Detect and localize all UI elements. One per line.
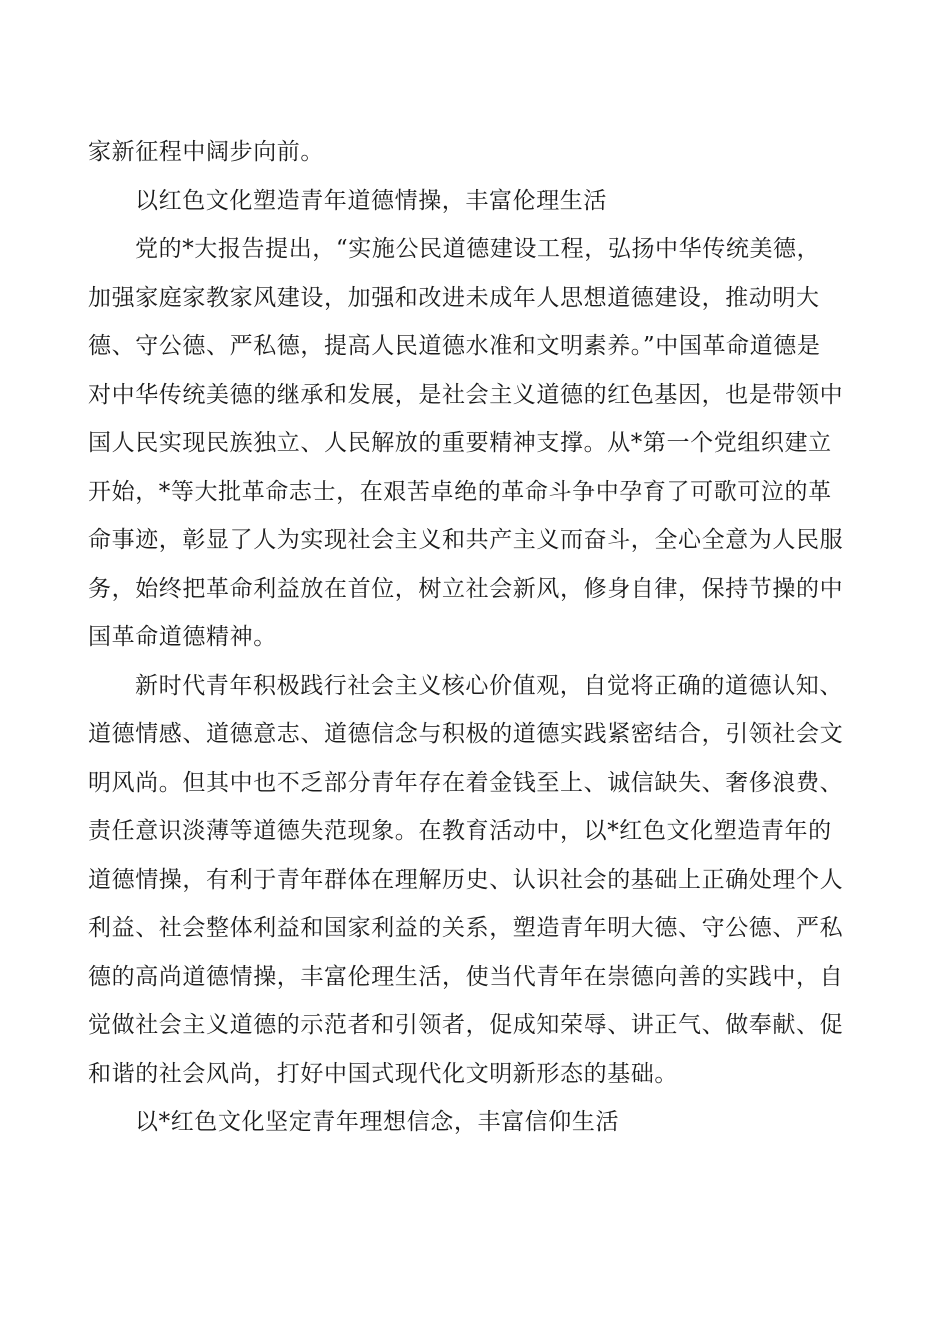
paragraph-line: 国人民实现民族独立、人民解放的重要精神支撑。从*第一个党组织建立 [88, 430, 832, 456]
paragraph-line: 命事迹，彰显了人为实现社会主义和共产主义而奋斗，全心全意为人民服 [88, 527, 844, 553]
paragraph-line: 德的高尚道德情操，丰富伦理生活，使当代青年在崇德向善的实践中，自 [88, 963, 844, 990]
paragraph-line: 务，始终把革命利益放在首位，树立社会新风，修身自律，保持节操的中 [88, 575, 844, 602]
document-body [88, 128, 862, 1147]
paragraph-line: 和谐的社会风尚，打好中国式现代化文明新形态的基础。 [88, 1060, 678, 1087]
paragraph-line: 觉做社会主义道德的示范者和引领者，促成知荣辱、讲正气、做奉献、促 [88, 1012, 844, 1038]
paragraph-line: 道德情操，有利于青年群体在理解历史、认识社会的基础上正确处理个人 [88, 866, 844, 893]
paragraph-line: 开始，*等大批革命志士，在艰苦卓绝的革命斗争中孕育了可歌可泣的革 [88, 478, 832, 505]
paragraph-line: 责任意识淡薄等道德失范现象。在教育活动中，以*红色文化塑造青年的 [88, 818, 832, 844]
paragraph-line: 利益、社会整体利益和国家利益的关系，塑造青年明大德、守公德、严私 [88, 915, 844, 941]
paragraph-line: 党的*大报告提出，“实施公民道德建设工程，弘扬中华传统美德， [135, 236, 821, 262]
paragraph-line-continuation: 家新征程中阔步向前。 [88, 139, 324, 165]
section-heading-moral: 以红色文化塑造青年道德情操，丰富伦理生活 [135, 187, 607, 214]
paragraph-line: 加强家庭家教家风建设，加强和改进未成年人思想道德建设，推动明大 [88, 284, 820, 311]
paragraph-line: 德、守公德、严私德，提高人民道德水准和文明素养。”中国革命道德是 [88, 333, 821, 359]
paragraph-line: 国革命道德精神。 [88, 624, 277, 650]
section-heading-belief: 以*红色文化坚定青年理想信念，丰富信仰生活 [135, 1109, 620, 1135]
paragraph-line: 新时代青年积极践行社会主义核心价值观，自觉将正确的道德认知、 [135, 672, 843, 699]
paragraph-line: 明风尚。但其中也不乏部分青年存在着金钱至上、诚信缺失、奢侈浪费、 [88, 769, 844, 796]
paragraph-line: 对中华传统美德的继承和发展，是社会主义道德的红色基因，也是带领中 [88, 381, 844, 408]
paragraph-line: 道德情感、道德意志、道德信念与积极的道德实践紧密结合，引领社会文 [88, 721, 844, 747]
